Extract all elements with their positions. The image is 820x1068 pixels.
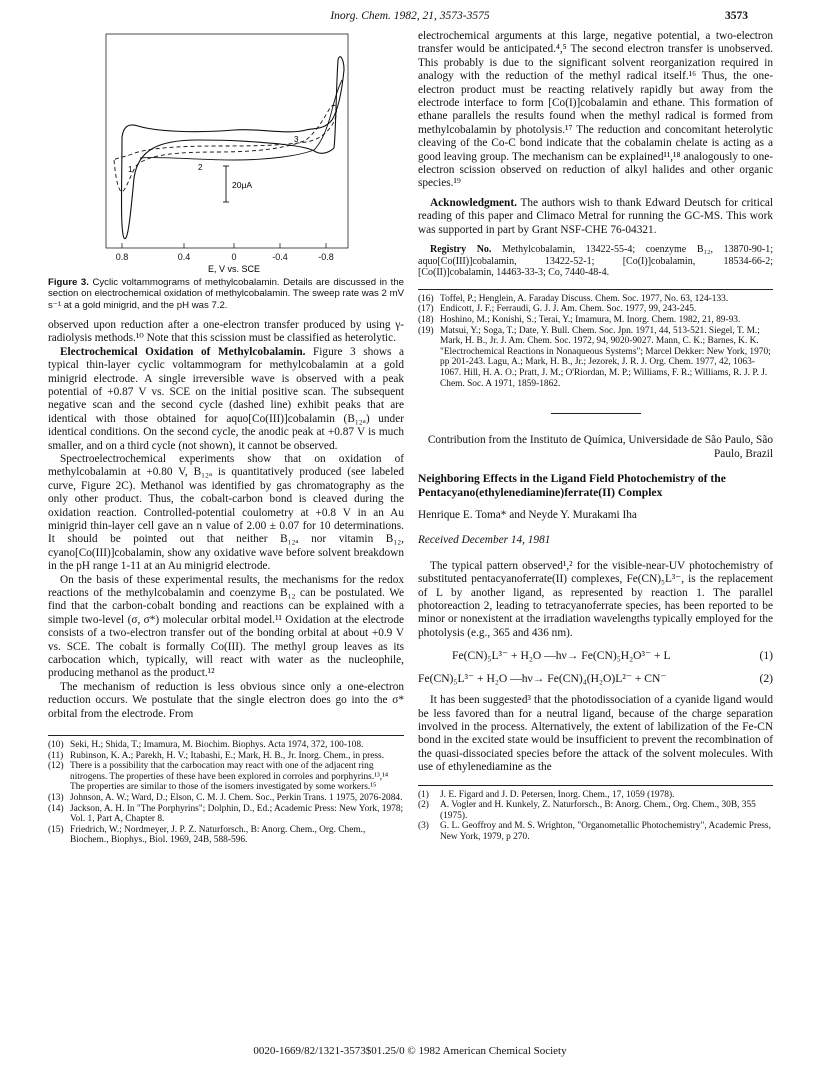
footnote-rule xyxy=(418,289,773,290)
running-header xyxy=(0,10,820,26)
footnote: (10) Seki, H.; Shida, T.; Imamura, M. Biochim. Biophys. Acta 1974, 372, 100-108. xyxy=(48,740,364,751)
cyclic-voltammogram xyxy=(48,30,404,275)
registry-heading: Registry No. xyxy=(430,244,492,256)
x-axis-ticks xyxy=(122,243,326,248)
paragraph: The mechanism of reduction is less obvious since only a one-electron reduction occurs. We postulate that the single electron does go into the σ* orbital from the electrode. From xyxy=(48,680,404,720)
left-column xyxy=(48,30,404,846)
footnote: (13) Johnson, A. W.; Ward, D.; Elson, C. M. J. Chem. Soc., Perkin Trans. 1 1975, 2076-2084. xyxy=(48,793,403,804)
footnote: (3) G. L. Geoffroy and M. S. Wrighton, "Organometallic Photochemistry", Academic Press, New York, 1979, p 270. xyxy=(418,821,771,842)
scale-bar-label: 20μA xyxy=(232,180,253,190)
article-title: Neighboring Effects in the Ligand Field Photochemistry of the Pentacyano(ethylenediamine)ferrate(II) Complex xyxy=(418,472,726,500)
journal-citation: Inorg. Chem. 1982, 21, 3573-3575 xyxy=(330,10,490,22)
footnote: (14) Jackson, A. H. In "The Porphyrins"; Dolphin, D., Ed.; Academic Press: New York, 1978; Vol. 1, Part A, Chapter 8. xyxy=(48,803,404,825)
x-tick-label: 0 xyxy=(231,252,237,262)
page-number: 3573 xyxy=(725,10,748,22)
paragraph: Spectroelectrochemical experiments show that on oxidation of methylcobalamin at +0.80 V, B₁₂ₐ is quantitatively produced (see labeled curve, Figure 2C). Methanol was identified by gas chromatography as the only other product. Thus, the cobalt-carbon bond is cleaved during the oxidation reaction. Controlled-potential coulometry at +0.8 V in an Au minigrid thin-layer cell gave an n value of 2.00 ± 0.07 for 10 determinations. It should be pointed out that neither B₁₂ₐ nor vitamin B₁₂, cyano[Co(III)]cobalamin, show any oxidative wave before solvent breakdown in the pH range 1-11 at an Au minigrid electrode. xyxy=(48,452,404,573)
curve-first-cycle xyxy=(122,57,345,239)
caption-text: Cyclic voltammograms of methylcobalamin. Details are discussed in the section on electrochemical oxidation of methylcobalamin. The sweep rate was 2 mV s⁻¹ at a gold minigrid, and the pH was 7.2. xyxy=(48,277,405,311)
x-tick-labels xyxy=(116,252,334,262)
footnote: (1) J. E. Figard and J. D. Petersen, Inorg. Chem., 17, 1059 (1978). xyxy=(418,789,675,800)
footnote: (16) Toffel, P.; Henglein, A. Faraday Discuss. Chem. Soc. 1977, No. 63, 124-133. xyxy=(418,293,729,304)
scale-bar xyxy=(223,166,229,202)
figure-3 xyxy=(48,30,404,275)
footnote: (18) Hoshino, M.; Konishi, S.; Terai, Y.; Imamura, M. Inorg. Chem. 1982, 21, 89-93. xyxy=(418,315,741,326)
footnote-rule xyxy=(418,785,773,786)
footnote: (17) Endicott, J. F.; Ferraudi, G. J. J. Am. Chem. Soc. 1977, 99, 243-245. xyxy=(418,304,697,315)
equation-1: Fe(CN)₅L³⁻ + H₂O —hν→ Fe(CN)₅H₂O³⁻ + L (1) xyxy=(452,649,773,663)
article-authors: Henrique E. Toma* and Neyde Y. Murakami Iha xyxy=(418,509,637,522)
footnote: (11) Rubinson, K. A.; Parekh, H. V.; Itabashi, E.; Mark, H. B., Jr. Inorg. Chem., in press. xyxy=(48,750,385,761)
acknowledgment: Acknowledgment. The authors wish to thank Edward Deutsch for critical reading of this paper and Climaco Metral for running the GC-MS. This work was supported in part by Grant NSF-CHE 76-04321. xyxy=(418,196,773,236)
contribution-affiliation: Contribution from the Instituto de Química, Universidade de São Paulo, São Paulo, Brazil xyxy=(427,434,773,460)
ack-heading: Acknowledgment. xyxy=(430,196,517,209)
equation-2: Fe(CN)₅L³⁻ + H₂O —hν→ Fe(CN)₄(H₂O)L²⁻ + CN⁻ (2) xyxy=(418,671,773,685)
x-tick-label: 0.8 xyxy=(115,252,129,262)
footnote: (12) There is a possibility that the carbocation may react with one of the adjacent ring nitrogens. The properties of these have been explored in corroles and porphyrins.¹³,¹⁴ The properties are similar to those of the isomers investigated by some workers.¹⁵ xyxy=(48,761,389,793)
curve-third-cycle xyxy=(140,80,342,160)
right-column xyxy=(418,30,773,843)
figure-caption xyxy=(48,277,404,311)
copyright-footer: 0020-1669/82/1321-3573$01.25/0 © 1982 American Chemical Society xyxy=(253,1045,567,1057)
x-tick-label: -0.4 xyxy=(272,252,288,262)
curve-label-3: 3 xyxy=(294,135,299,144)
paragraph: It has been suggested³ that the photodissociation of a cyanide ligand would be less favored than for a neutral ligand, because of the charge separation involved in the process. Alternatively, the extent of labilization of the Fe-CN bond in the excited state would be insufficient to prevent the recombination of the quasi-dissociated species before the attack of the solvent molecules. With use of ethylenediamine as the xyxy=(418,694,773,774)
caption-label: Figure 3. xyxy=(48,277,89,288)
footnotes-left xyxy=(48,740,404,846)
footnote-rule xyxy=(48,735,404,736)
curve-second-cycle xyxy=(114,105,337,192)
paragraph: On the basis of these experimental results, the mechanisms for the redox reactions of the methylcobalamin and coenzyme B₁₂ can be postulated. We find that the carbon-cobalt bonding and reactions can be explained with a simple two-level (σ, σ*) molecular orbital model.¹¹ Oxidation at the electrode consists of a two-electron transfer out of the bonding orbital at about +0.9 V vs. SCE. The cobalt is formally Co(III). The methyl group leaves as its carbocation which, typically, will react with water as the nucleophile, producing methanol as the product.¹² xyxy=(48,573,404,680)
paragraph: observed upon reduction after a one-electron transfer produced by using γ-radiolysis methods.¹⁰ Note that this scission must be classified as heterolytic. xyxy=(48,318,404,345)
curve-label-2: 2 xyxy=(198,163,203,172)
section-heading: Electrochemical Oxidation of Methylcobalamin. xyxy=(60,345,306,358)
paragraph: The typical pattern observed¹,² for the visible-near-UV photochemistry of substituted pentacyanoferrate(II) complexes, Fe(CN)₅L³⁻, is the replacement of L by another ligand, as represented by reaction 1. The parallel photoreaction 2, leading to tetracyanoferrate species, has been reported to be minor or nonexistent at the irradiation wavelengths typically employed for the photolysis (e.g., 365 and 436 nm). xyxy=(418,559,773,639)
x-axis-label: E, V vs. SCE xyxy=(207,264,261,274)
received-date: Received December 14, 1981 xyxy=(418,534,551,547)
footnote: (2) A. Vogler and H. Kunkely, Z. Naturforsch., B: Anorg. Chem., Org. Chem., 30B, 355 (1975). xyxy=(418,800,756,821)
registry-numbers: Registry No. Methylcobalamin, 13422-55-4; coenzyme B₁₂, 13870-90-1; aquo[Co(III)]cobalamin, 13422-52-1; [Co(I)]cobalamin, 18534-66-2; [Co(II)]cobalamin, 14463-33-3; Co, 7440-48-4. xyxy=(418,244,774,279)
paragraph: Electrochemical Oxidation of Methylcobalamin. Figure 3 shows a typical thin-layer cyclic voltammogram for methylcobalamin at a gold minigrid electrode. A single irreversible wave is observed with a peak potential of +0.87 V vs. SCE on the initial positive scan. The subsequent negative scan and the second cycle (dashed line) exhibit peaks that are identical with those obtained for aquo[Co(III)]cobalamin (B₁₂ₐ) under identical conditions. On the second cycle, the anodic peak at +0.87 V is much smaller, and on a third cycle (not shown), it cannot be observed. xyxy=(48,345,404,452)
footnote: (19) Matsui, Y.; Soga, T.; Date, Y. Bull. Chem. Soc. Jpn. 1971, 44, 513-521. Siegel, T. M.; Mark, H. B., Jr. J. Am. Chem. Soc. 1972, 94, 9020-9027. Mann, C. K.; Barnes, K. K. "Electrochemical Reactions in Nonaqueous Systems"; Marcel Dekker: New York, 1970; pp 201-243. Lagu, A.; Mark, H. B., Jr.; Jezorek, J. R. J. Org. Chem. 1977, 42, 1063-1067. Hill, H. A. O.; Pratt, J. M.; O'Riordan, M. P.; Williams, F. R.; Williams, R. J. P. J. Chem. Soc. A 1971, 1859-1862. xyxy=(418,325,771,389)
footnote: (15) Friedrich, W.; Nordmeyer, J. P. Z. Naturforsch., B: Anorg. Chem., Org. Chem., Biochem., Biophys., Biol. 1969, 24B, 588-596. xyxy=(48,824,366,846)
footnotes-right xyxy=(418,294,773,389)
section-separator xyxy=(551,413,641,414)
paragraph: electrochemical arguments at this large, negative potential, a two-electron transfer would be anticipated.⁴,⁵ The second electron transfer is unobserved. This probably is due to the significant solvent reorganization required in analogy with the reduction of the methyl radical itself.¹⁶ Thus, the one-electron product must be reacting relatively rapidly but away from the electrode interface to form [Co(I)]cobalamin and ethane. This formation of ethane parallels the results found when the methyl radical is formed from methylcobalamin by photolysis.¹⁷ The reduction and concomitant heterolytic cleaving of the Co-C bond indicate that the cobalamin chelate is acting as a good leaving group. The mechanism can be explained¹¹,¹⁸ analogously to one-electron scission observed on reduction of alkyl halides and other organic species.¹⁹ xyxy=(418,30,773,190)
x-tick-label: -0.8 xyxy=(318,252,334,262)
curve-label-1: 1 xyxy=(128,165,133,174)
footnotes-article xyxy=(418,790,773,843)
x-tick-label: 0.4 xyxy=(177,252,191,262)
